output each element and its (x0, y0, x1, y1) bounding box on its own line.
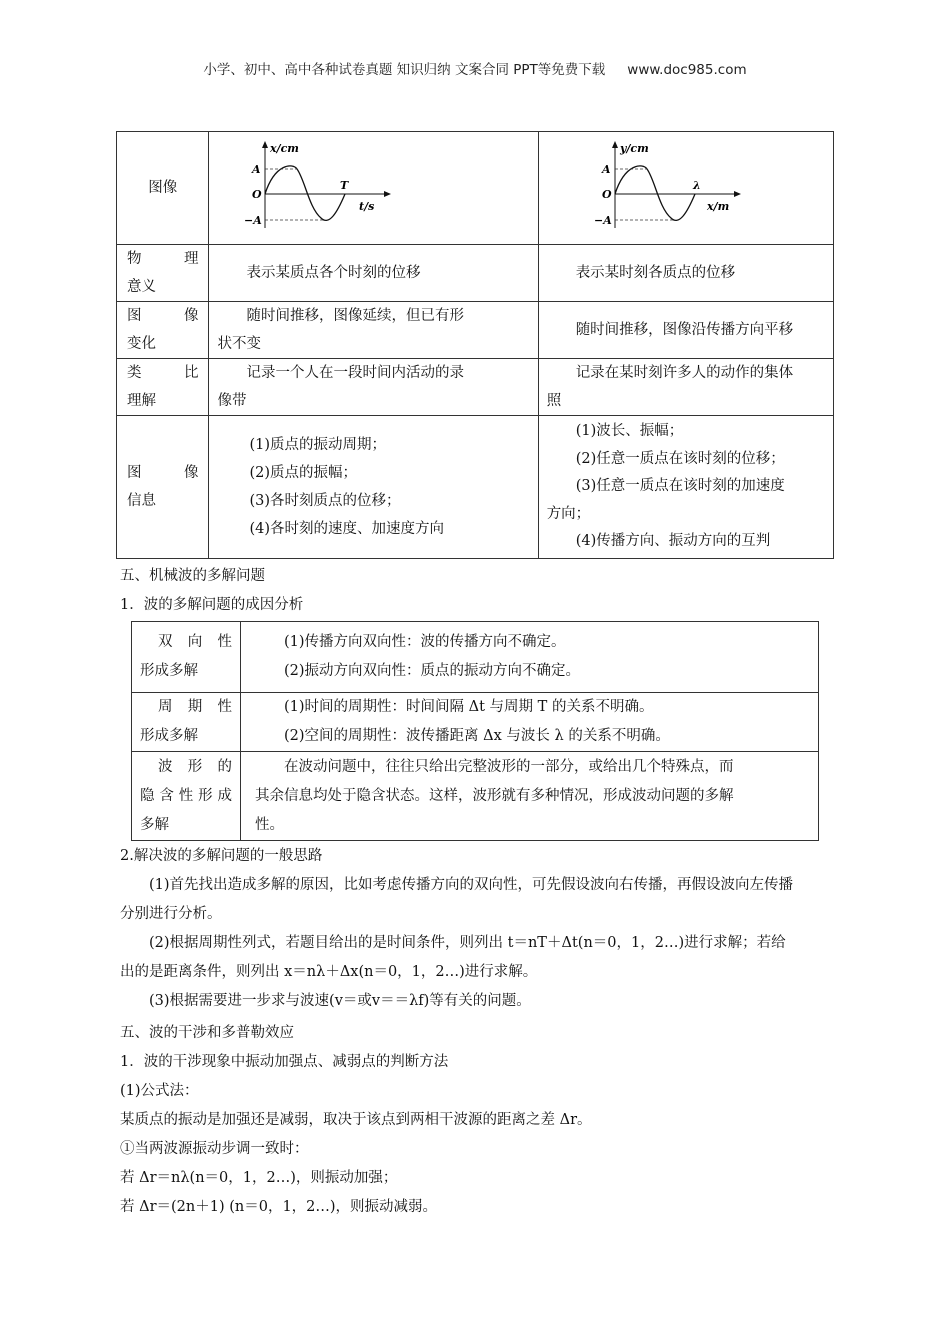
header-url[interactable]: www.doc985.com (627, 62, 747, 78)
y-axis-arrow (262, 141, 268, 148)
cell: (1)传播方向双向性：波的传播方向不确定。 (2)振动方向双向性：质点的振动方向不确定。 (241, 622, 819, 693)
cell: 表示某时刻各质点的位移 (538, 245, 833, 302)
amp-label: A (601, 163, 611, 176)
paragraph: ①当两波源振动步调一致时： (120, 1141, 309, 1157)
period-label: λ (692, 179, 701, 192)
method-heading: (1)公式法： (120, 1083, 199, 1099)
cell: 随时间推移，图像延续，但已有形 状不变 (209, 302, 538, 359)
table-row (117, 132, 834, 245)
section-title: 五、机械波的多解问题 (120, 568, 265, 584)
subsection-title: 1．波的多解问题的成因分析 (120, 597, 304, 613)
table-row (132, 622, 819, 693)
table-row (132, 693, 819, 752)
cell: 表示某质点各个时刻的位移 (209, 245, 538, 302)
paragraph: 某质点的振动是加强还是减弱，取决于该点到两相干波源的距离之差 Δr。 (120, 1112, 592, 1128)
period-label: T (340, 179, 349, 192)
y-label: y/cm (619, 142, 649, 155)
cell: (1)波长、振幅； (2)任意一质点在该时刻的位移； (3)任意一质点在该时刻的加速度 方向； (4)传播方向、振动方向的互判 (538, 416, 833, 559)
cell: 记录在某时刻许多人的动作的集体 照 (538, 359, 833, 416)
wave-graph (567, 138, 747, 238)
paragraph: 若 Δr＝nλ(n＝0，1，2…)，则振动加强； (120, 1170, 398, 1186)
page-header (0, 58, 950, 78)
origin-label: O (252, 188, 263, 201)
x-label: x/m (706, 200, 729, 213)
cell: (1)质点的振动周期； (2)质点的振幅； (3)各时刻质点的位移； (4)各时刻的速度、加速度方向 (209, 416, 538, 559)
table-row (117, 302, 834, 359)
row-label: 类比 理解 (117, 359, 209, 416)
sine-curve (615, 166, 695, 221)
y-axis-arrow (612, 141, 618, 148)
row-label: 图像 (117, 132, 209, 245)
x-label: t/s (359, 200, 375, 213)
vibration-graph-cell (209, 132, 538, 245)
origin-label: O (601, 188, 612, 201)
wave-graph-cell (538, 132, 833, 245)
neg-amp-label: −A (593, 214, 612, 227)
table-row (117, 359, 834, 416)
subsection-title: 2.解决波的多解问题的一般思路 (120, 848, 323, 864)
multi-solution-table (131, 621, 819, 841)
table-row (117, 416, 834, 559)
row-label: 周期性 形成多解 (132, 693, 241, 752)
row-label: 图像 变化 (117, 302, 209, 359)
row-label: 双向性 形成多解 (132, 622, 241, 693)
x-axis-arrow (734, 191, 741, 197)
row-label: 波形的 隐含性形成 多解 (132, 752, 241, 841)
table-row (117, 245, 834, 302)
paragraph: 若 Δr＝(2n＋1) (n＝0，1，2…)，则振动减弱。 (120, 1199, 438, 1215)
amp-label: A (252, 163, 262, 176)
row-label: 物理 意义 (117, 245, 209, 302)
paragraph: (2)根据周期性列式，若题目给出的是时间条件，则列出 t＝nT＋Δt(n＝0，1，2…)进行求解；若给 出的是距离条件，则列出 x＝nλ＋Δx(n＝0，1，2…)进行求解。 (120, 935, 786, 980)
cell: 记录一个人在一段时间内活动的录 像带 (209, 359, 538, 416)
neg-amp-label: −A (244, 214, 263, 227)
cell: 在波动问题中，往往只给出完整波形的一部分，或给出几个特殊点，而 其余信息均处于隐含状态。这样，波形就有多种情况，形成波动问题的多解 性。 (241, 752, 819, 841)
sine-curve (265, 166, 345, 221)
paragraph: (1)首先找出造成多解的原因，比如考虑传播方向的双向性，可先假设波向右传播，再假设波向左传播 分别进行分析。 (120, 877, 794, 922)
cell: (1)时间的周期性：时间间隔 Δt 与周期 T 的关系不明确。 (2)空间的周期性：波传播距离 Δx 与波长 λ 的关系不明确。 (241, 693, 819, 752)
header-text: 小学、初中、高中各种试卷真题 知识归纳 文案合同 PPT等免费下载 (203, 62, 606, 78)
paragraph: (3)根据需要进一步求与波速(v＝或v＝＝λf)等有关的问题。 (149, 993, 531, 1009)
section-title: 五、波的干涉和多普勒效应 (120, 1025, 294, 1041)
vibration-graph (237, 138, 397, 238)
comparison-table (116, 131, 834, 559)
row-label: 图像 信息 (117, 416, 209, 559)
y-label: x/cm (270, 142, 300, 155)
cell: 随时间推移，图像沿传播方向平移 (538, 302, 833, 359)
table-row (132, 752, 819, 841)
x-axis-arrow (384, 191, 391, 197)
subsection-title: 1．波的干涉现象中振动加强点、减弱点的判断方法 (120, 1054, 449, 1070)
